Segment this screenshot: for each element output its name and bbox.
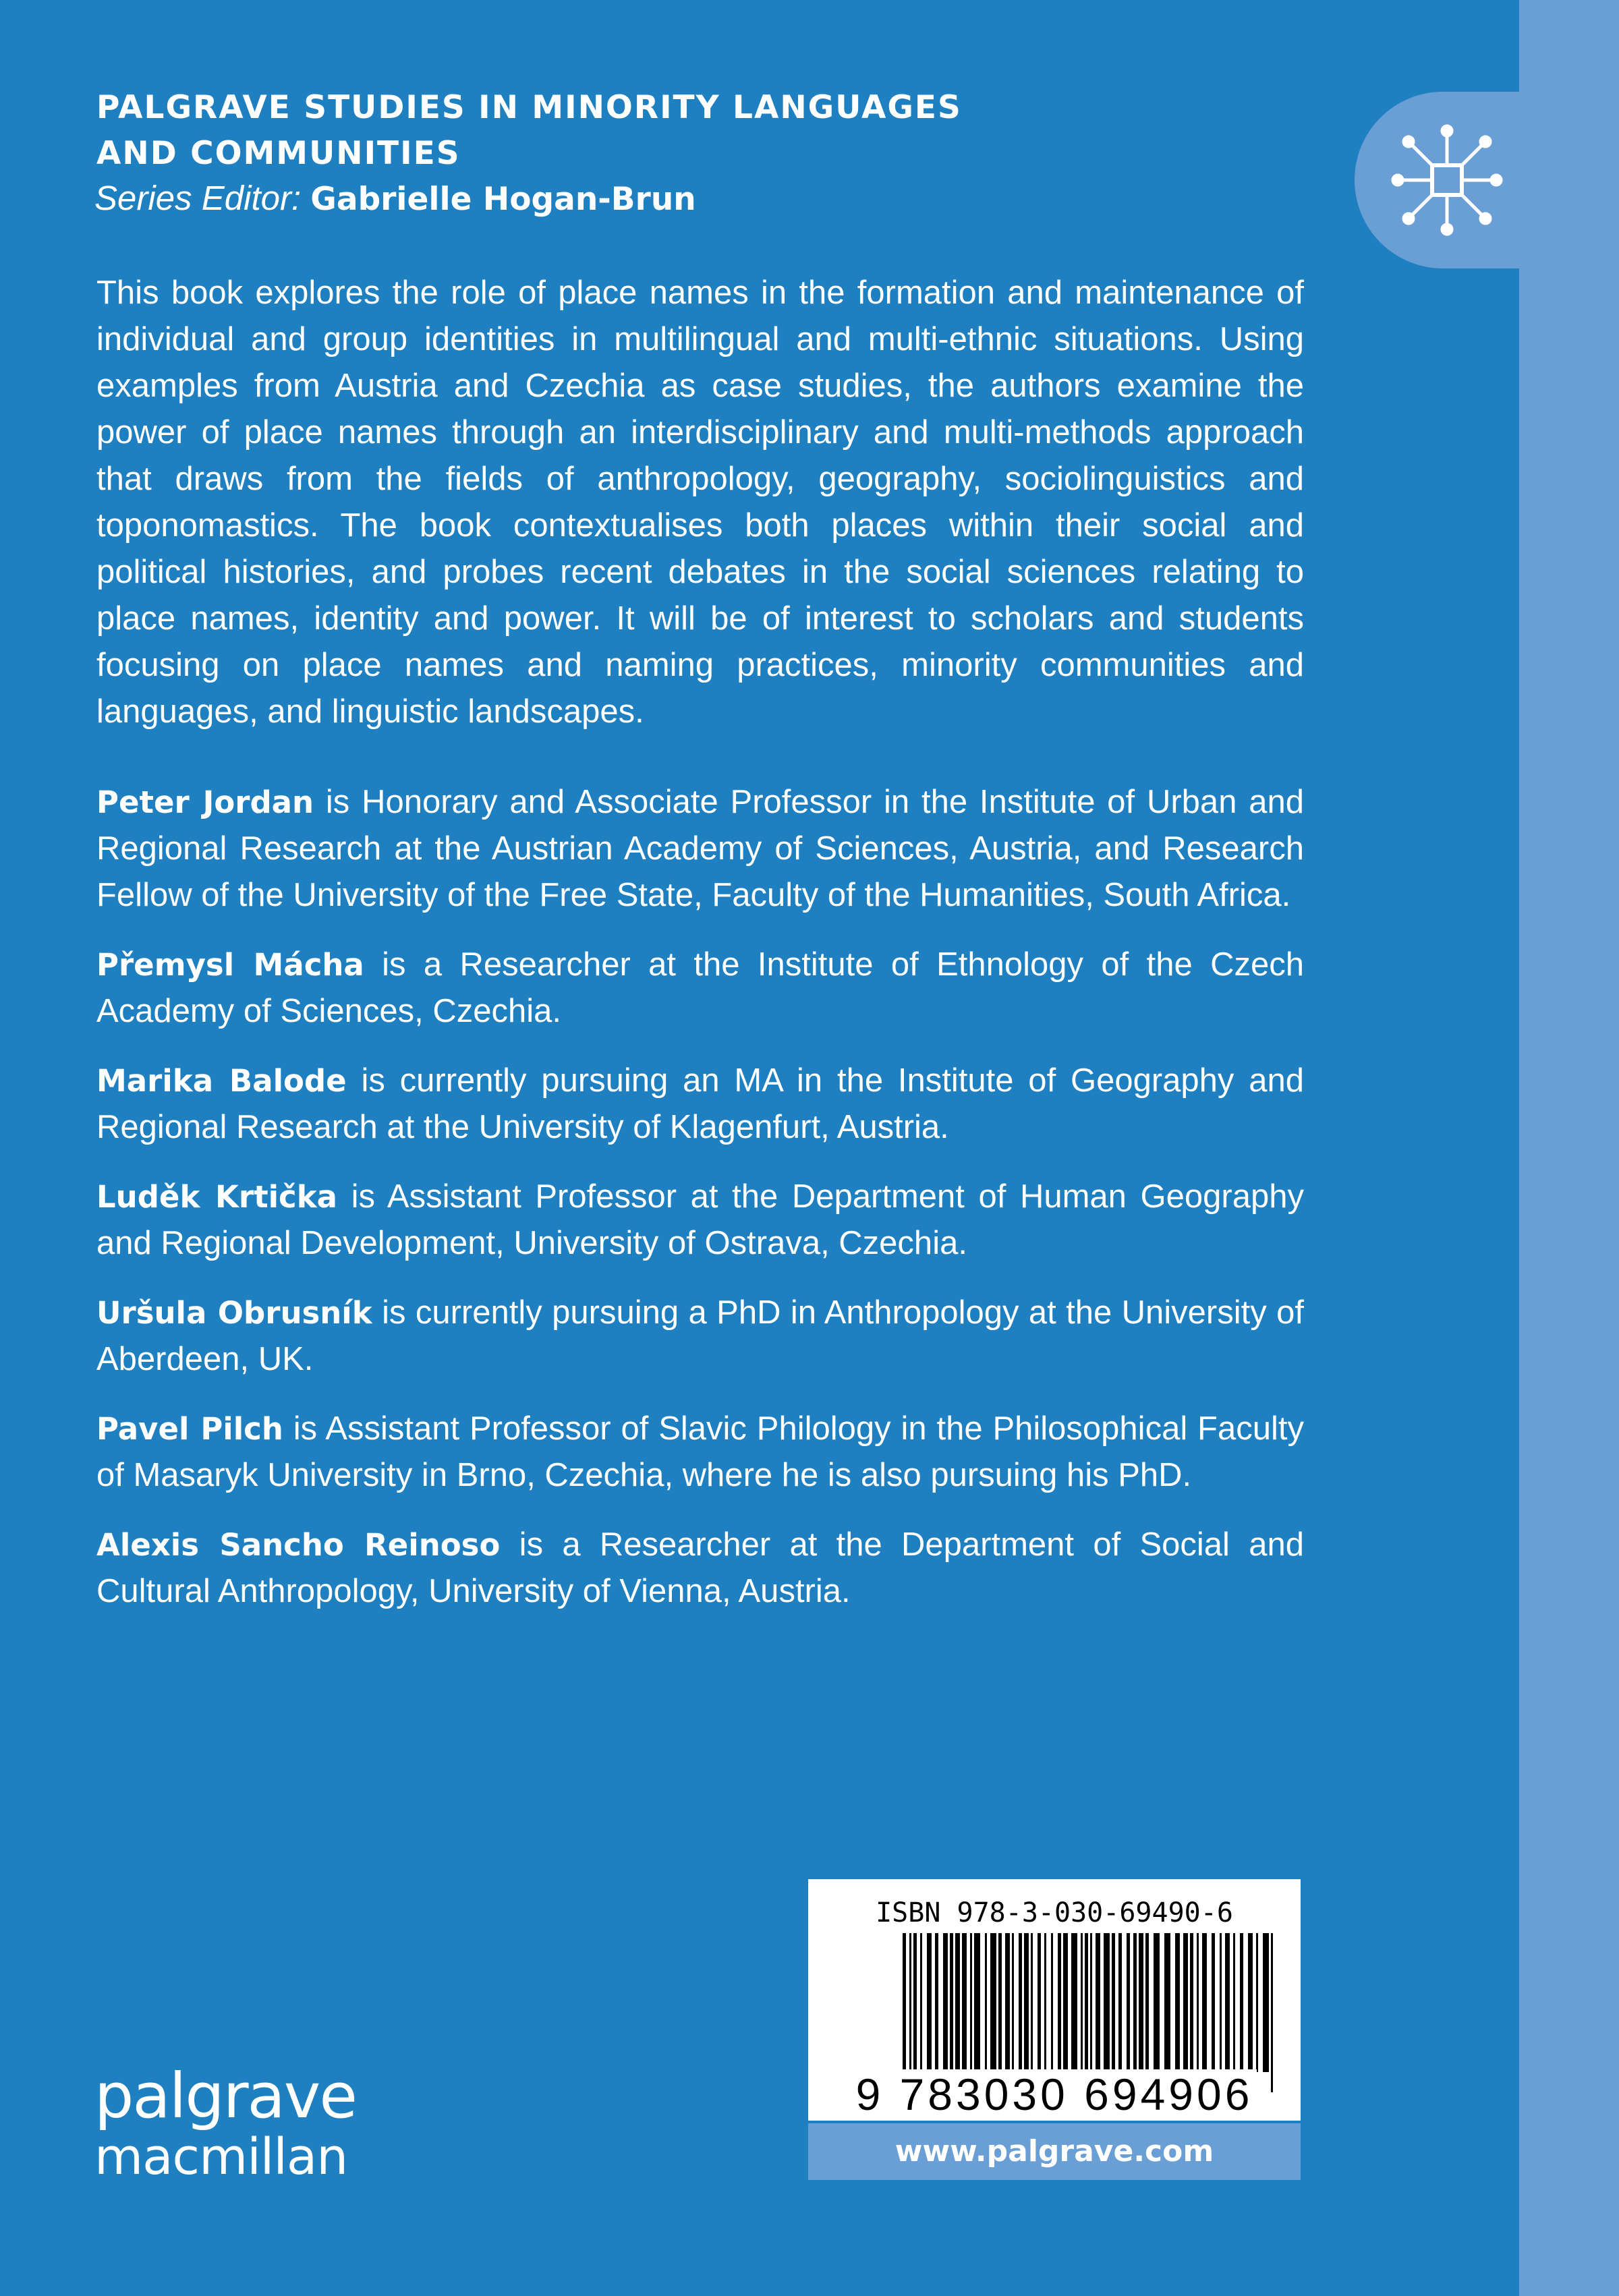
barcode-bar (1145, 1933, 1149, 2072)
author-bio (96, 1290, 1304, 1383)
barcode-bar (1081, 1933, 1083, 2072)
barcode-bar (1005, 1933, 1010, 2072)
author-bio-text: is Assistant Professor of Slavic Philology in the Philosophical Faculty of Masaryk University in Brno, Czechia, where he is also pursuing his PhD. (96, 1410, 1304, 1493)
barcode-bar (913, 1933, 917, 2092)
barcode-bar (1112, 1933, 1115, 2072)
author-bio (96, 1522, 1304, 1615)
barcode-bar (1183, 1933, 1188, 2072)
barcode-bar (1154, 1933, 1160, 2072)
barcode-bar (950, 1933, 953, 2072)
barcode-digits-text: 9 783030 694906 (852, 2069, 1257, 2119)
barcode-bar (1096, 1933, 1100, 2072)
isbn-label: ISBN 978-3-030-69490-6 (876, 1897, 1233, 1928)
barcode-bar (1031, 1933, 1033, 2072)
barcode-bar (1175, 1933, 1180, 2072)
barcode-bar (1202, 1933, 1207, 2072)
publisher-website: www.palgrave.com (808, 2123, 1301, 2180)
author-name: Přemysl Mácha (96, 947, 364, 983)
barcode-bar (1197, 1933, 1199, 2072)
publisher-logo (94, 2060, 356, 2186)
barcode-bar (1058, 1933, 1061, 2072)
author-bio-text: is a Researcher at the Institute of Ethnology of the Czech Academy of Sciences, Czechia. (96, 946, 1304, 1029)
barcode-bar (1212, 1933, 1215, 2072)
author-bio-text: is Assistant Professor at the Department of Human Geography and Regional Development, University of Ostrava, Czechia. (96, 1178, 1304, 1261)
barcode-bar (1044, 1933, 1046, 2072)
barcode-bar (1012, 1933, 1014, 2072)
barcode-bar (1071, 1933, 1077, 2072)
barcode-bar (1263, 1933, 1269, 2072)
barcode-bar (909, 1933, 911, 2092)
author-bio (96, 779, 1304, 919)
author-name: Luděk Krtička (96, 1179, 338, 1215)
palgrave-network-icon (1390, 123, 1504, 237)
barcode-bar (935, 1933, 938, 2072)
series-editor-label: Series Editor: (94, 179, 302, 217)
barcode-bar (998, 1933, 1002, 2072)
series-editor-name: Gabrielle Hogan-Brun (310, 181, 696, 218)
barcode-bar (1233, 1933, 1235, 2072)
barcode-bar (943, 1933, 948, 2072)
barcode-bar (1248, 1933, 1253, 2072)
barcode-bar (955, 1933, 960, 2072)
barcode-bar (990, 1933, 996, 2072)
barcode-bar (1104, 1933, 1110, 2072)
publisher-logo-line1: palgrave (94, 2060, 356, 2132)
barcode-bar (1019, 1933, 1022, 2072)
barcode-bar (1220, 1933, 1222, 2072)
barcode-bar (927, 1933, 932, 2072)
barcode-bar (1090, 1933, 1092, 2092)
barcode-bar (1051, 1933, 1053, 2072)
author-bio-text: is currently pursuing a PhD in Anthropology at the University of Aberdeen, UK. (96, 1294, 1304, 1377)
author-bio-text: is currently pursuing an MA in the Institute of Geography and Regional Research at the University of Klagenfurt, Austria. (96, 1062, 1304, 1145)
author-bios (96, 779, 1304, 1638)
barcode-bar (1190, 1933, 1193, 2072)
book-description: This book explores the role of place names in the formation and maintenance of individual and group identities in multilingual and multi-ethnic situations. Using examples from Austria and Czechia as case studies, the authors examine the power of place names through an interdisciplinary and multi-methods approach that draws from the fields of anthropology, geography, sociolinguistics and toponomastics. The book contextualises both places within their social and political histories, and probes recent debates in the social sciences relating to place names, identity and power. It will be of interest to scholars and students focusing on place names and naming practices, minority communities and languages, and linguistic landscapes. (96, 275, 1304, 730)
series-title: PALGRAVE STUDIES IN MINORITY LANGUAGES AND COMMUNITIES (96, 89, 962, 172)
barcode-bar (1164, 1933, 1170, 2072)
author-bio (96, 1174, 1304, 1267)
author-bio (96, 1058, 1304, 1151)
barcode-bar (903, 1933, 906, 2092)
barcode-bar (1139, 1933, 1143, 2072)
isbn-barcode (808, 1879, 1301, 2121)
barcode-bar (1118, 1933, 1122, 2072)
barcode-bar (962, 1933, 967, 2072)
author-bio-text: is Honorary and Associate Professor in the Institute of Urban and Regional Research at the Austrian Academy of Sciences, Austria, and Research Fellow of the University of the Free State, Faculty of the Humanities, South Africa. (96, 784, 1305, 913)
barcode-bar (1038, 1933, 1041, 2072)
author-name: Pavel Pilch (96, 1411, 283, 1447)
barcode-bar (1256, 1933, 1258, 2072)
publisher-logo-line2: macmillan (94, 2128, 348, 2186)
barcode-bar (1271, 1933, 1273, 2092)
logo-tab (1355, 92, 1519, 268)
barcode-bar (1085, 1933, 1088, 2092)
author-bio (96, 1406, 1304, 1499)
barcode-bar (1024, 1933, 1029, 2072)
barcode-bar (1063, 1933, 1068, 2072)
series-editor (94, 177, 696, 221)
barcode-bar (974, 1933, 980, 2072)
author-name: Alexis Sancho Reinoso (96, 1527, 501, 1563)
author-name: Uršula Obrusník (96, 1295, 372, 1331)
barcode-bar (1133, 1933, 1137, 2072)
author-name: Marika Balode (96, 1063, 347, 1099)
author-bio-text: is a Researcher at the Department of Social and Cultural Anthropology, University of Vienna, Austria. (96, 1526, 1304, 1609)
barcode-bar (1240, 1933, 1243, 2072)
barcode-bar (920, 1933, 922, 2072)
barcode-bar (985, 1933, 987, 2072)
author-bio (96, 942, 1304, 1035)
barcode-bar (970, 1933, 972, 2072)
barcode-bar (1127, 1933, 1130, 2072)
barcode-bar (1225, 1933, 1230, 2072)
spine-strip (1519, 0, 1619, 2296)
author-name: Peter Jordan (96, 784, 314, 820)
